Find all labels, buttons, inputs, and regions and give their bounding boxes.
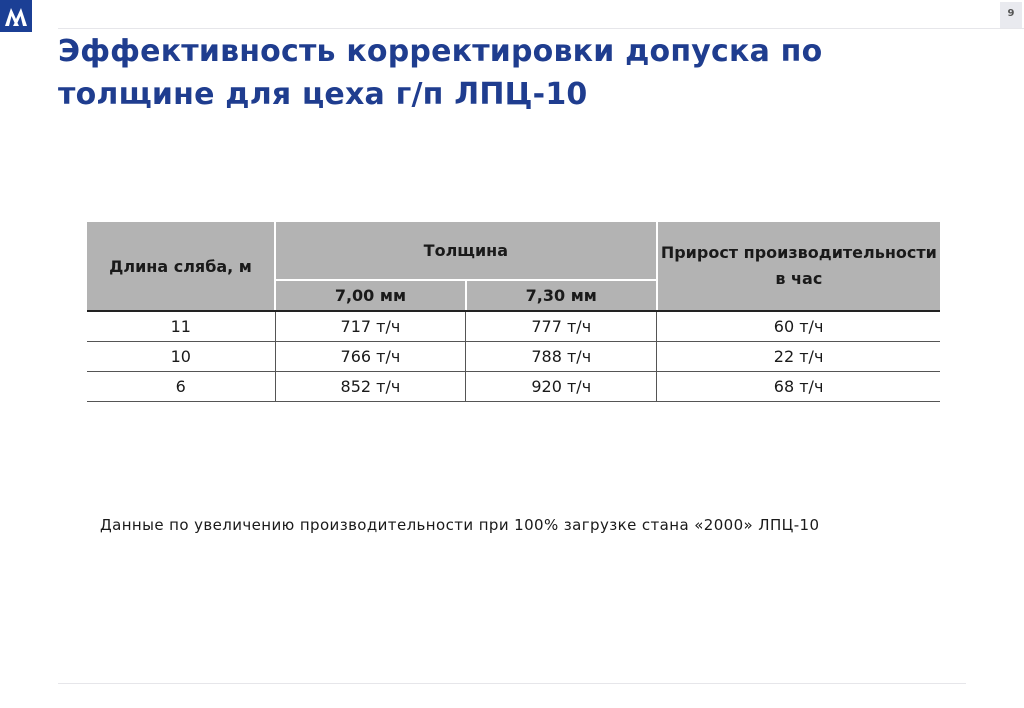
header-thickness-7-30: 7,30 мм [466,280,657,311]
table-row [87,311,940,342]
footnote: Данные по увеличению производительности при 100% загрузке стана «2000» ЛПЦ-10 [100,516,820,534]
productivity-table [87,222,940,402]
cell-thickness-b: 777 т/ч [466,311,657,342]
cell-gain: 68 т/ч [657,372,940,402]
header-thickness: Толщина [275,222,657,280]
company-logo-icon [0,0,32,32]
page-number: 9 [1000,2,1022,28]
header-productivity-gain: Прирост производительности в час [657,222,940,311]
cell-thickness-b: 788 т/ч [466,342,657,372]
cell-thickness-a: 766 т/ч [275,342,466,372]
top-divider [58,28,1024,29]
cell-length: 11 [87,311,275,342]
cell-gain: 60 т/ч [657,311,940,342]
header-thickness-7-00: 7,00 мм [275,280,466,311]
cell-thickness-a: 852 т/ч [275,372,466,402]
bottom-divider [58,683,966,684]
cell-length: 6 [87,372,275,402]
cell-thickness-b: 920 т/ч [466,372,657,402]
page-title: Эффективность корректировки допуска по толщине для цеха г/п ЛПЦ-10 [58,34,823,112]
table-row [87,372,940,402]
header-slab-length: Длина сляба, м [87,222,275,311]
table-row [87,342,940,372]
cell-thickness-a: 717 т/ч [275,311,466,342]
cell-gain: 22 т/ч [657,342,940,372]
cell-length: 10 [87,342,275,372]
